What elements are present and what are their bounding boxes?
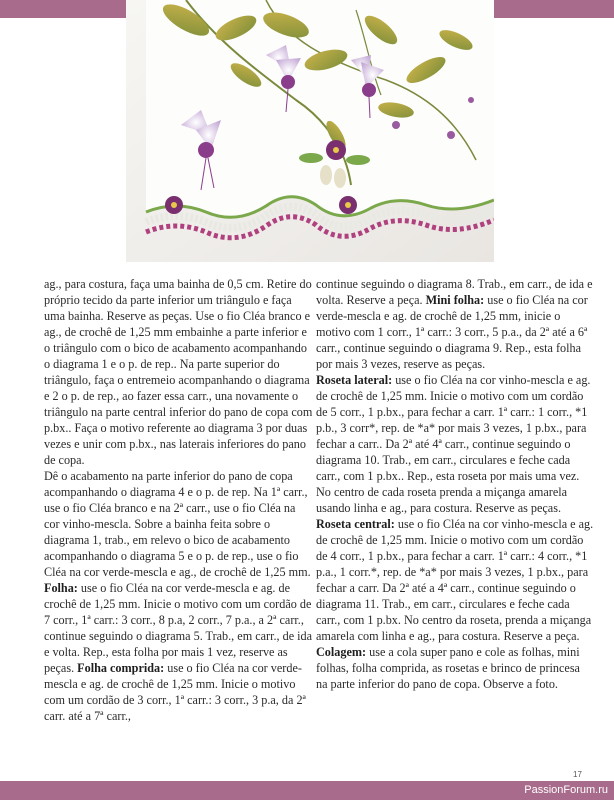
paragraph-leaf: Folha: use o fio Cléa na cor verde-mescla e ag. de crochê de 1,25 mm. Inicie o motivo com um cordão de 7 corr., 1ª carr.: 3 corr., 8 p.a, 2 corr., 7 p.a., a 2ª carr., continue seguindo o diagrama 5. Trab., em carr., de ida e volta. Rep., esta folha por mais 1 vez, reserve as peças. Folha comprida: use o fio Cléa na cor verde-mescla e ag. de crochê de 1,25 mm. Inicie o motivo com um cordão de 3 corr., 1ª carr.: 3 corr., 3 p.a, da 2ª carr. até a 7ª carr., — [44, 581, 313, 723]
paragraph-colagem: Colagem: use a cola super pano e cole as folhas, mini folhas, folha comprida, as rosetas e brinco de princesa na parte inferior do pano de copa. Observe a foto. — [316, 645, 580, 691]
paragraph-continue: continue seguindo o diagrama 8. Trab., em carr., de ida e volta. Reserve a peça. Mini folha: use o fio Cléa na cor verde-mescla e ag. de crochê de 1,25 mm, inicie o motivo com 1 corr., 1ª carr.: 3 corr., 5 p.a., da 2ª até a 6ª carr., continue seguindo o diagrama 9. Rep., esta folha por mais 3 vezes, reserve as peças. — [316, 277, 593, 371]
paragraph-hemming: ag., para costura, faça uma bainha de 0,5 cm. Retire do próprio tecido da parte inferior um triângulo e faça uma bainha. Reserve as peças. Use o fio Cléa branco e ag., de crochê de 1,25 mm embainhe a parte inferior e o triângulo com o bico de acabamento acompanhando o diagrama 1 e o p. de rep.. Na parte superior do triângulo, faça o entremeio acompanhando o diagrama e 2 o p. de rep., ao fazer essa carr., una novamente o triângulo na parte central inferior do pano de copa com p.bx.. Faça o motivo referente ao diagrama 3 por duas vezes e unir com p.bx., nas laterais inferiores do pano de copa. — [44, 277, 313, 467]
product-photo — [126, 0, 494, 262]
bottom-color-band — [0, 781, 614, 800]
heading-colagem: Colagem: — [316, 645, 367, 659]
site-watermark: PassionForum.ru — [524, 784, 608, 796]
paragraph-roseta-lateral: Roseta lateral: use o fio Cléa na cor vinho-mescla e ag. de crochê de 1,25 mm. Inicie o motivo com um cordão de 5 corr., 1 p.bx., para fechar a carr. 1ª carr.: 1 corr., *1 p.b., 3 corr*, rep. de *a* por mais 3 vezes, 1 p.bx., para fechar a carr.. Da 2ª até 4ª carr., continue seguindo o diagrama 10. Trab., em carr., circulares e feche cada carr., com 1 p.bx.. Rep., esta roseta por mais uma vez. No centro de cada roseta prenda a miçanga amarela usando linha e ag., para costura. Reserve as peças. — [316, 373, 591, 515]
towel-illustration — [126, 0, 494, 262]
heading-folha-comprida: Folha comprida: — [77, 661, 165, 675]
right-text-column — [316, 276, 594, 692]
heading-roseta-central: Roseta central: — [316, 517, 395, 531]
heading-roseta-lateral: Roseta lateral: — [316, 373, 393, 387]
heading-mini-folha: Mini folha: — [425, 293, 485, 307]
heading-folha: Folha: — [44, 581, 78, 595]
paragraph-finishing: Dê o acabamento na parte inferior do pano de copa acompanhando o diagrama 4 e o p. de rep. Na 1ª carr., use o fio Cléa branco e na 2ª carr., use o fio Cléa na cor vinho-mescla. Sobre a bainha feita sobre o diagrama 1, trab., em relevo o bico de acabamento acompanhando o diagrama 5 e o p. de rep., use o fio Cléa na cor verde-mescla e ag., de crochê de 1,25 mm. — [44, 469, 311, 579]
page-number: 17 — [573, 770, 582, 779]
paragraph-roseta-central: Roseta central: use o fio Cléa na cor vinho-mescla e ag. de crochê de 1,25 mm. Inicie o motivo com um cordão de 4 corr., 1 p.bx., para fechar a carr. 1ª carr.: 4 corr., *1 p.a., 1 corr.*, rep. de *a* por mais 3 vezes, 1 p.bx., para fechar a carr. Da 2ª até a 4ª carr., continue seguindo o diagrama 11. Trab., em carr., circulares e feche cada carr., com 1 p.bx. No centro da roseta, prenda a miçanga amarela com linha e ag., para costura. Reserve a peça. — [316, 517, 594, 643]
left-text-column — [44, 276, 314, 724]
